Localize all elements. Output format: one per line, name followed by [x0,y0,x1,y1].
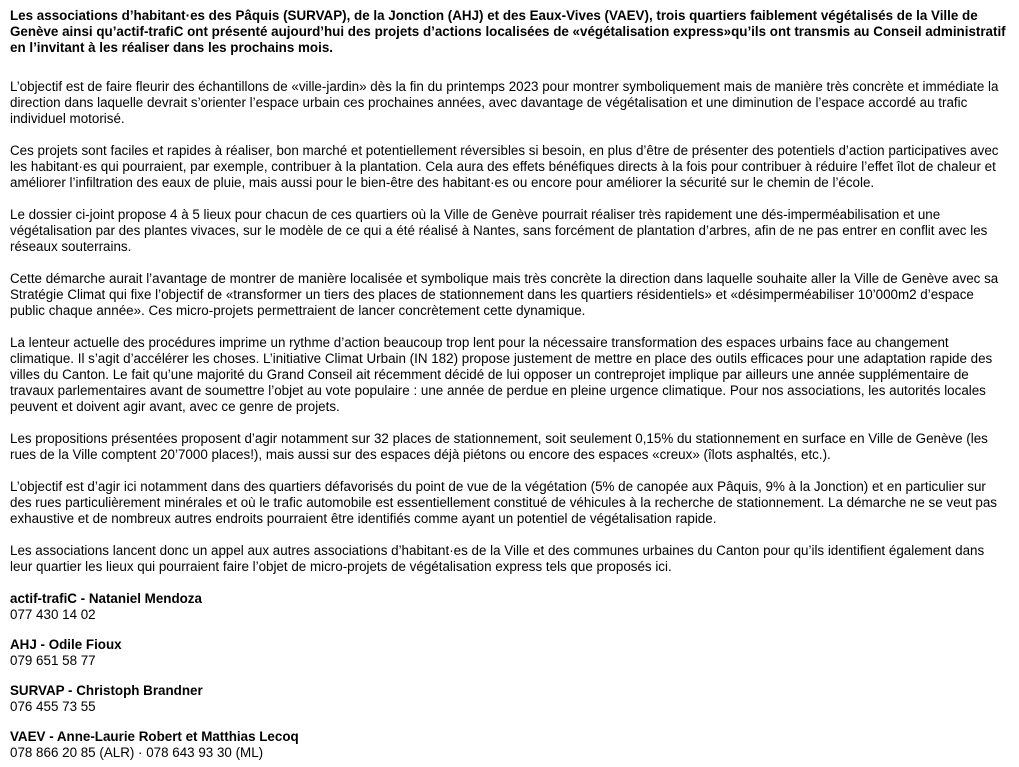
contact-phone: 077 430 14 02 [10,607,96,622]
body-paragraph: L’objectif est de faire fleurir des échantillons de «ville-jardin» dès la fin du printemps 2023 pour montrer symboliquement mais de manière très concrète et immédiate la direction dans laquelle devrait s’orienter l’espace urbain ces prochaines années, avec davantage de végétalisation et une diminution de l’espace accordé au trafic individuel motorisé. [10,79,999,126]
lead-paragraph: Les associations d’habitant·es des Pâquis (SURVAP), de la Jonction (AHJ) et des Eaux-Vives (VAEV), trois quartiers faiblement végétalisés de la Ville de Genève ainsi qu’actif-trafiC ont présenté aujourd’hui des projets d’actions localisées de «végétalisation express»qu’ils ont transmis au Conseil administratif en l’invitant à les réaliser dans les prochains mois. [10,8,1006,55]
contact-name: AHJ - Odile Fioux [10,637,122,652]
contact-phone: 078 866 20 85 (ALR) · 078 643 93 30 (ML) [10,745,264,760]
contact-name: actif-trafiC - Nataniel Mendoza [10,591,202,606]
body-paragraph: Les associations lancent donc un appel aux autres associations d’habitant·es de la Ville et des communes urbaines du Canton pour qu’ils identifient également dans leur quartier les lieux qui pourraient faire l’objet de micro-projets de végétalisation express tels que proposés ici. [10,543,985,574]
body-paragraph: Les propositions présentées proposent d’agir notamment sur 32 places de stationnement, soit seulement 0,15% du stationnement en surface en Ville de Genève (les rues de la Ville comptent 20’7000 places!), mais aussi sur des espaces déjà piétons ou encore des espaces «creux» (îlots asphaltés, etc.). [10,431,988,462]
body-paragraph: L’objectif est d’agir ici notamment dans des quartiers défavorisés du point de vue de la végétation (5% de canopée aux Pâquis, 9% à la Jonction) et en particulier sur des rues particulièrement minérales et où le trafic automobile est essentiellement constitué de véhicules à la recherche de stationnement. La démarche ne se veut pas exhaustive et de nombreux autres endroits pourraient être identifiés comme ayant un potentiel de végétalisation rapide. [10,479,997,526]
contact-name: SURVAP - Christoph Brandner [10,683,203,698]
contact-ahj [10,637,1009,669]
contact-vaev [10,729,1009,761]
body-paragraph: Ces projets sont faciles et rapides à réaliser, bon marché et potentiellement réversibles si besoin, en plus d’être de présenter des potentiels d’action participatives avec les habitant·es qui pourraient, par exemple, contribuer à la plantation. Cela aura des effets bénéfiques directs à la fois pour contribuer à réduire l’effet îlot de chaleur et améliorer l’infiltration des eaux de pluie, mais aussi pour le bien-être des habitant·es ou encore pour améliorer la sécurité sur le chemin de l’école. [10,143,999,190]
contact-phone: 079 651 58 77 [10,653,96,668]
contact-phone: 076 455 73 55 [10,699,96,714]
contact-survap [10,683,1009,715]
contact-actif-trafic [10,591,1009,623]
body-paragraph: La lenteur actuelle des procédures imprime un rythme d’action beaucoup trop lent pour la nécessaire transformation des espaces urbains face au changement climatique. Il s’agit d’accélérer les choses. L’initiative Climat Urbain (IN 182) propose justement de mettre en place des outils efficaces pour une adaptation rapide des villes du Canton. Le fait qu’une majorité du Grand Conseil ait récemment décidé de lui opposer un contreprojet implique par ailleurs une année supplémentaire de travaux parlementaires avant de soumettre l’objet au vote populaire : une année de perdue en pleine urgence climatique. Pour nos associations, les autorités locales peuvent et doivent agir avant, avec ce genre de projets. [10,335,993,414]
contact-name: VAEV - Anne-Laurie Robert et Matthias Lecoq [10,729,299,744]
body-paragraph: Cette démarche aurait l’avantage de montrer de manière localisée et symbolique mais très concrète la direction dans laquelle souhaite aller la Ville de Genève avec sa Stratégie Climat qui fixe l’objectif de «transformer un tiers des places de stationnement dans les quartiers résidentiels» et «désimperméabiliser 10’000m2 d’espace public chaque année». Ces micro-projets permettraient de lancer concrètement cette dynamique. [10,271,999,318]
body-paragraph: Le dossier ci-joint propose 4 à 5 lieux pour chacun de ces quartiers où la Ville de Genève pourrait réaliser très rapidement une dés-imperméabilisation et une végétalisation par des plantes vivaces, sur le modèle de ce qui a été réalisé à Nantes, sans forcément de plantation d’arbres, afin de ne pas entrer en conflit avec les réseaux souterrains. [10,207,988,254]
